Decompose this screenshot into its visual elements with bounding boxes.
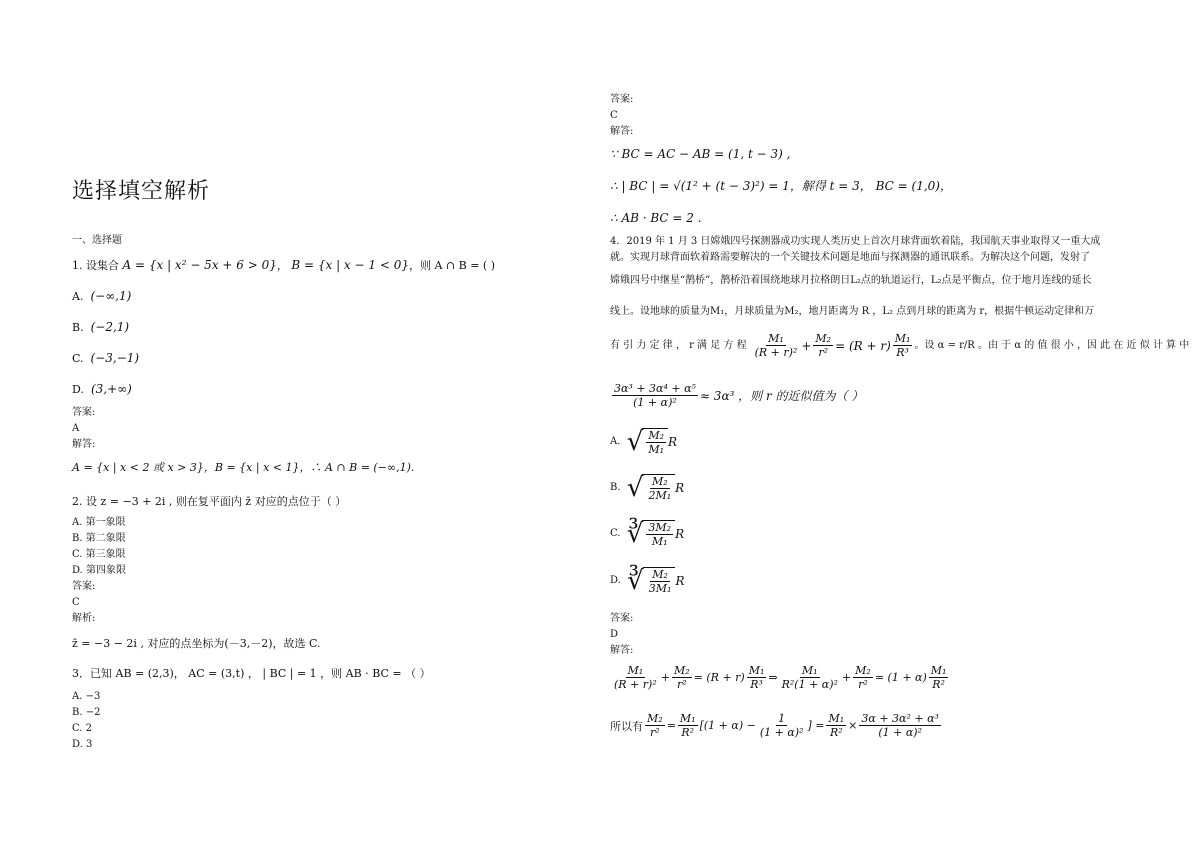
q3-option-c: C. 2 [72,723,93,734]
q4-answer: D [610,629,619,640]
q4-stem-line6: $\frac{\text{3α³ + 3α⁴ + α⁵}}{\text{(1 + α)²}}$ ≈ 3α³ ，则 r 的近似值为（ ） [614,382,864,409]
q4-stem-line1: 4．2019 年 1 月 3 日嫦娥四号探测器成功实现人类历史上首次月球背面软着陆，我国航天事业取得又一重大成 [610,236,1101,247]
q1-option-b: B. (−2,1) [72,320,130,334]
q4-stem-line4: 线上。设地球的质量为M₁，月球质量为M₂，地月距离为 R ，L₂ 点到月球的距离为 r，根据牛顿运动定律和万 [610,306,1095,317]
q4-analysis-label: 解答: [610,645,634,656]
q2-analysis-label: 解析: [72,613,96,624]
q4-answer-label: 答案: [610,613,634,624]
q3-analysis-label: 解答: [610,126,634,137]
q3-option-b: B. −2 [72,707,101,718]
q3-line1: ∵ BC = AC − AB = (1, t − 3) , [610,147,791,161]
q2-option-b: B. 第二象限 [72,533,126,544]
q1-option-d: D. (3,+∞) [72,382,132,396]
q3-line2: ∴ | BC | = √(1² + (t − 3)²) = 1，解得 t = 3， BC = (1,0)， [610,179,952,193]
q2-answer-label: 答案: [72,581,96,592]
q3-answer: C [610,110,618,121]
q2-option-d: D. 第四象限 [72,565,127,576]
section-heading: 一、选择题 [72,235,122,246]
q4-option-a: A. √ $\frac{\text{M₂}}{\text{M₁}}$ R [610,427,678,457]
q4-option-b: B. √ $\frac{\text{M₂}}{\text{2M₁}}$ R [610,473,685,503]
q2-option-a: A. 第一象限 [72,517,126,528]
q4-stem-line3: 嫦娥四号中继星“鹊桥”，鹊桥沿着围绕地球月拉格朗日L₂点的轨道运行，L₂点是平衡点，位于地月连线的延长 [610,275,1092,286]
q1-answer-label: 答案: [72,407,96,418]
q1-analysis: A = {x | x < 2 或 x > 3}，B = {x | x < 1}，∴ A ∩ B = (−∞,1). [72,461,415,474]
q4-stem-line2: 就。实现月球背面软着路需要解决的一个关键技术问题是地面与探测器的通讯联系。为解决这个问题，发射了 [610,252,1090,263]
q2-stem: 2. 设 z = −3 + 2i , 则在复平面内 z̄ 对应的点位于（ ） [72,495,347,508]
q1-answer: A [72,423,80,434]
q4-option-c: C. ∛ $\frac{\text{3M₂}}{\text{M₁}}$ R [610,519,685,549]
q1-option-c: C. (−3,−1) [72,351,140,365]
q1-option-a: A. (−∞,1) [72,289,132,303]
q4-option-d: D. ∛ $\frac{\text{M₂}}{\text{3M₁}}$ R [610,566,685,596]
q4-stem-line5: 有 引 力 定 律 ， r 满 足 方 程 $\frac{\text{M₁}}{\text{(R + r)²}}$ + $\frac{\text{M₂}}{\text{r²}}$ = (R + r) $\frac{\text{M₁}}{\text{R³}}$ 。设 α = r/R 。由 于 α 的 值 很 小 ，因 此 在 近 似 计 算 中 [610,332,1190,359]
q3-line3: ∴ AB · BC = 2 . [610,211,702,225]
q2-answer: C [72,597,80,608]
q4-approx-fraction: $\frac{\text{3α³ + 3α⁴ + α⁵}}{\text{(1 + α)²}}$ [614,382,696,409]
q3-stem: 3．已知 AB = (2,3)， AC = (3,t) ， | BC | = 1 ，则 AB · BC = （ ） [72,667,431,680]
page-title: 选择填空解析 [72,179,211,204]
q4-analysis-line1: $\frac{\text{M₁}}{\text{(R + r)²}}$ + $\frac{\text{M₂}}{\text{r²}}$ = (R + r) $\frac{\text{M₁}}{\text{R³}}$ ⇒ $\frac{\text{M₁}}{\text{R²(1 + α)²}}$ + $\frac{\text{M₂}}{\text{r²}}$ = (1 + α) $\frac{\text{M₁}}{\text{R²}}$ [614,664,947,691]
q3-option-a: A. −3 [72,691,101,702]
q4-equation: $\frac{\text{M₁}}{\text{(R + r)²}}$ + $\frac{\text{M₂}}{\text{r²}}$ = (R + r) $\frac{\text{M₁}}{\text{R³}}$ [754,332,911,359]
q4-analysis-line2: 所以有 $\frac{\text{M₂}}{\text{r²}}$ = $\frac{\text{M₁}}{\text{R²}}$ [(1 + α) − $\frac{1}{\text{(1 + α)²}}$ ] = $\frac{\text{M₁}}{\text{R²}}$ × $\frac{\text{3α + 3α² + α³}}{\text{(1 + α)²}}$ [610,712,939,739]
q3-answer-label: 答案: [610,94,634,105]
q2-option-c: C. 第三象限 [72,549,126,560]
q2-analysis: z̄ = −3 − 2i , 对应的点坐标为(－3,－2)，故选 C. [72,637,321,650]
q1-analysis-label: 解答: [72,439,96,450]
q1-stem: 1. 设集合 A = {x | x² − 5x + 6 > 0}， B = {x | x − 1 < 0}，则 A ∩ B = ( ) [72,258,496,272]
q3-option-d: D. 3 [72,739,93,750]
